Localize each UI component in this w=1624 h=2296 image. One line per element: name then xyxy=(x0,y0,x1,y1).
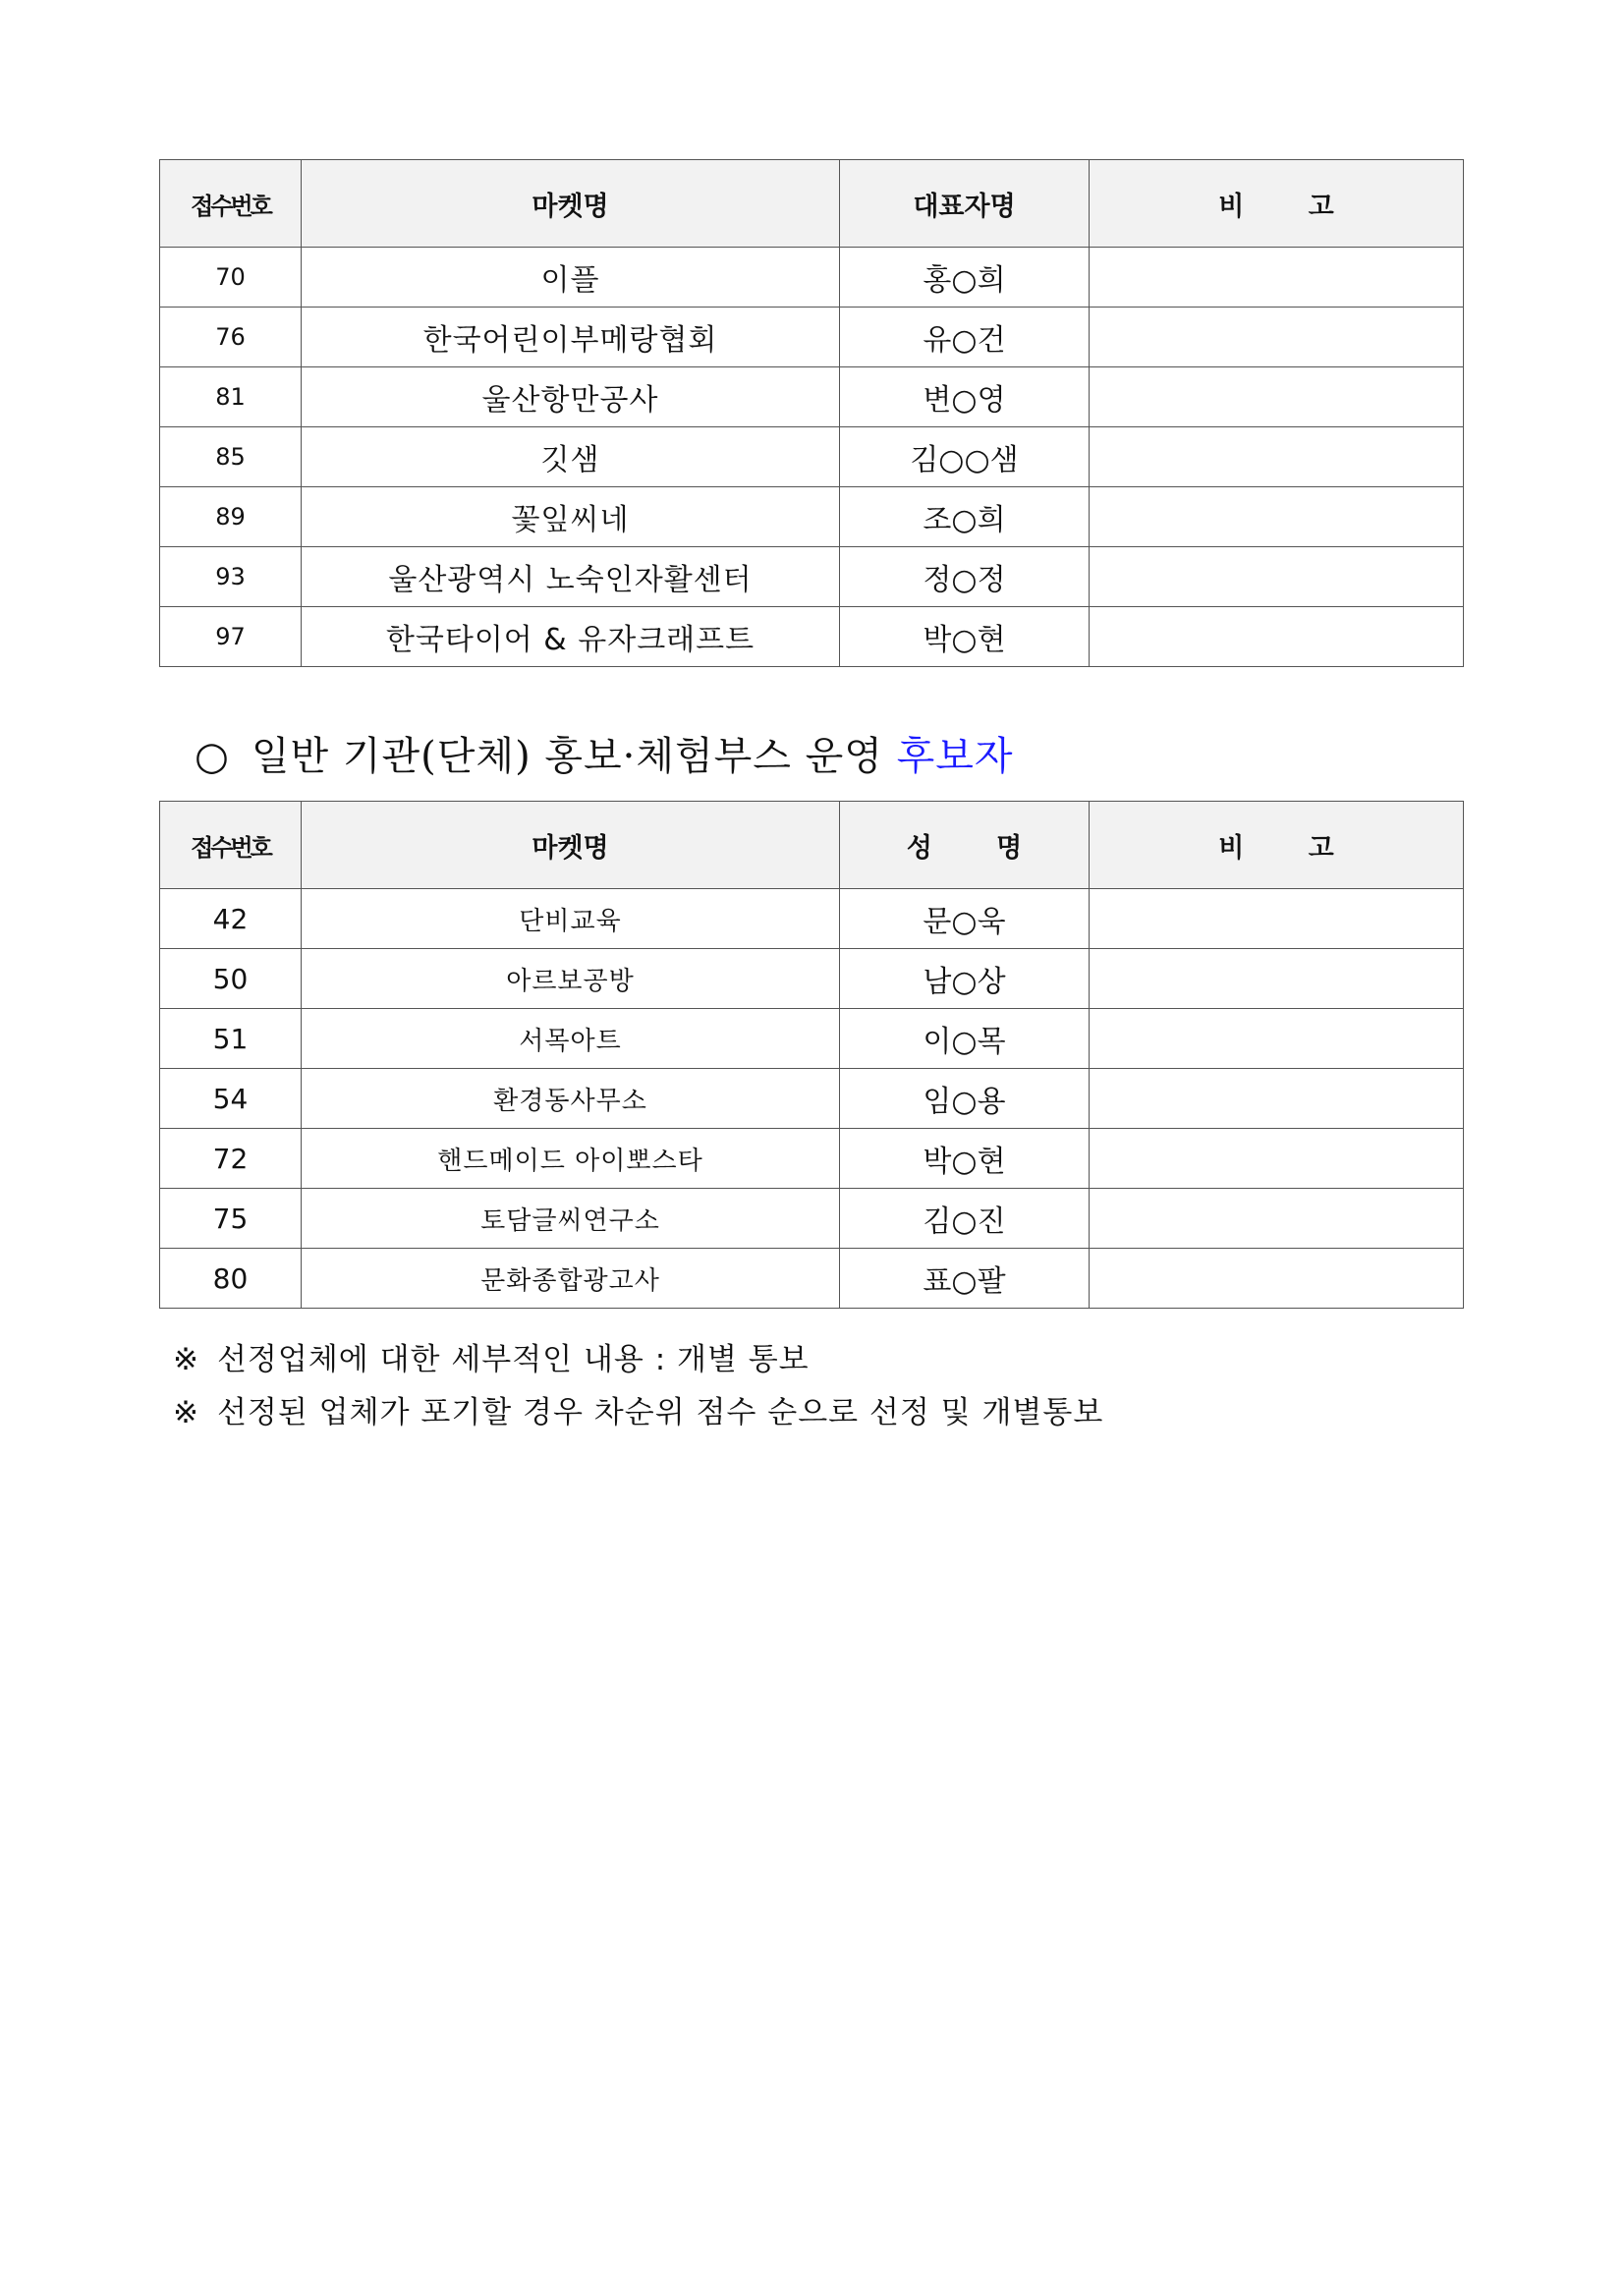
table-row xyxy=(160,1249,1464,1309)
receipt-number-cell: 51 xyxy=(160,1009,302,1069)
selected-booth-table xyxy=(159,159,1464,667)
market-name-cell: 단비교육 xyxy=(302,889,840,949)
receipt-number-cell: 80 xyxy=(160,1249,302,1309)
remarks-cell xyxy=(1090,367,1464,427)
market-name-cell: 문화종합광고사 xyxy=(302,1249,840,1309)
remarks-cell xyxy=(1090,427,1464,487)
circle-bullet-icon: ○ xyxy=(195,734,230,779)
representative-cell: 박○현 xyxy=(840,1129,1090,1189)
representative-cell: 김○○샘 xyxy=(840,427,1090,487)
table-row xyxy=(160,1069,1464,1129)
representative-cell: 남○상 xyxy=(840,949,1090,1009)
table-row xyxy=(160,547,1464,607)
remarks-cell xyxy=(1090,1189,1464,1249)
representative-cell: 표○팔 xyxy=(840,1249,1090,1309)
receipt-number-cell: 97 xyxy=(160,607,302,667)
table-row xyxy=(160,487,1464,547)
table-row xyxy=(160,1129,1464,1189)
receipt-number-cell: 70 xyxy=(160,248,302,308)
remarks-cell xyxy=(1090,607,1464,667)
section-title xyxy=(195,725,1014,781)
reference-mark-icon: ※ xyxy=(173,1395,199,1430)
table-row xyxy=(160,949,1464,1009)
receipt-number-cell: 75 xyxy=(160,1189,302,1249)
footnote xyxy=(173,1334,810,1378)
table-header-row xyxy=(160,160,1464,248)
representative-cell: 유○건 xyxy=(840,308,1090,367)
remarks-cell xyxy=(1090,308,1464,367)
table-row xyxy=(160,1009,1464,1069)
table-header-row xyxy=(160,802,1464,889)
receipt-number-cell: 81 xyxy=(160,367,302,427)
receipt-number-cell: 89 xyxy=(160,487,302,547)
receipt-number-cell: 76 xyxy=(160,308,302,367)
market-name-cell: 한국타이어 & 유자크래프트 xyxy=(302,607,840,667)
market-name-cell: 환경동사무소 xyxy=(302,1069,840,1129)
representative-cell: 박○현 xyxy=(840,607,1090,667)
section-title-accent: 후보자 xyxy=(896,734,1014,779)
receipt-number-cell: 50 xyxy=(160,949,302,1009)
footnote-text: 선정업체에 대한 세부적인 내용 : 개별 통보 xyxy=(216,1342,810,1377)
representative-cell: 김○진 xyxy=(840,1189,1090,1249)
table-row xyxy=(160,607,1464,667)
table-row xyxy=(160,1189,1464,1249)
market-name-cell: 울산항만공사 xyxy=(302,367,840,427)
footnote-text: 선정된 업체가 포기할 경우 차순위 점수 순으로 선정 및 개별통보 xyxy=(216,1395,1104,1430)
remarks-cell xyxy=(1090,487,1464,547)
header-remarks: 비 고 xyxy=(1090,802,1464,889)
market-name-cell: 깃샘 xyxy=(302,427,840,487)
representative-cell: 조○희 xyxy=(840,487,1090,547)
header-receipt-number: 접수번호 xyxy=(160,802,302,889)
header-name: 성 명 xyxy=(840,802,1090,889)
representative-cell: 문○욱 xyxy=(840,889,1090,949)
table-row xyxy=(160,367,1464,427)
header-representative: 대표자명 xyxy=(840,160,1090,248)
remarks-cell xyxy=(1090,547,1464,607)
receipt-number-cell: 42 xyxy=(160,889,302,949)
header-market-name: 마켓명 xyxy=(302,160,840,248)
footnote xyxy=(173,1387,1103,1431)
remarks-cell xyxy=(1090,1069,1464,1129)
remarks-cell xyxy=(1090,1249,1464,1309)
representative-cell: 변○영 xyxy=(840,367,1090,427)
table-row xyxy=(160,308,1464,367)
remarks-cell xyxy=(1090,248,1464,308)
market-name-cell: 토담글씨연구소 xyxy=(302,1189,840,1249)
receipt-number-cell: 85 xyxy=(160,427,302,487)
header-market-name: 마켓명 xyxy=(302,802,840,889)
market-name-cell: 한국어린이부메랑협회 xyxy=(302,308,840,367)
table-row xyxy=(160,889,1464,949)
receipt-number-cell: 93 xyxy=(160,547,302,607)
market-name-cell: 꽃잎씨네 xyxy=(302,487,840,547)
representative-cell: 임○용 xyxy=(840,1069,1090,1129)
section-title-main: 일반 기관(단체) 홍보·체험부스 운영 xyxy=(251,734,883,779)
representative-cell: 정○정 xyxy=(840,547,1090,607)
market-name-cell: 서목아트 xyxy=(302,1009,840,1069)
market-name-cell: 핸드메이드 아이뽀스타 xyxy=(302,1129,840,1189)
header-receipt-number: 접수번호 xyxy=(160,160,302,248)
remarks-cell xyxy=(1090,949,1464,1009)
table-row xyxy=(160,248,1464,308)
remarks-cell xyxy=(1090,889,1464,949)
table-row xyxy=(160,427,1464,487)
market-name-cell: 울산광역시 노숙인자활센터 xyxy=(302,547,840,607)
market-name-cell: 이플 xyxy=(302,248,840,308)
receipt-number-cell: 54 xyxy=(160,1069,302,1129)
remarks-cell xyxy=(1090,1129,1464,1189)
representative-cell: 홍○희 xyxy=(840,248,1090,308)
receipt-number-cell: 72 xyxy=(160,1129,302,1189)
reference-mark-icon: ※ xyxy=(173,1342,199,1377)
market-name-cell: 아르보공방 xyxy=(302,949,840,1009)
representative-cell: 이○목 xyxy=(840,1009,1090,1069)
remarks-cell xyxy=(1090,1009,1464,1069)
candidate-booth-table xyxy=(159,801,1464,1309)
header-remarks: 비 고 xyxy=(1090,160,1464,248)
